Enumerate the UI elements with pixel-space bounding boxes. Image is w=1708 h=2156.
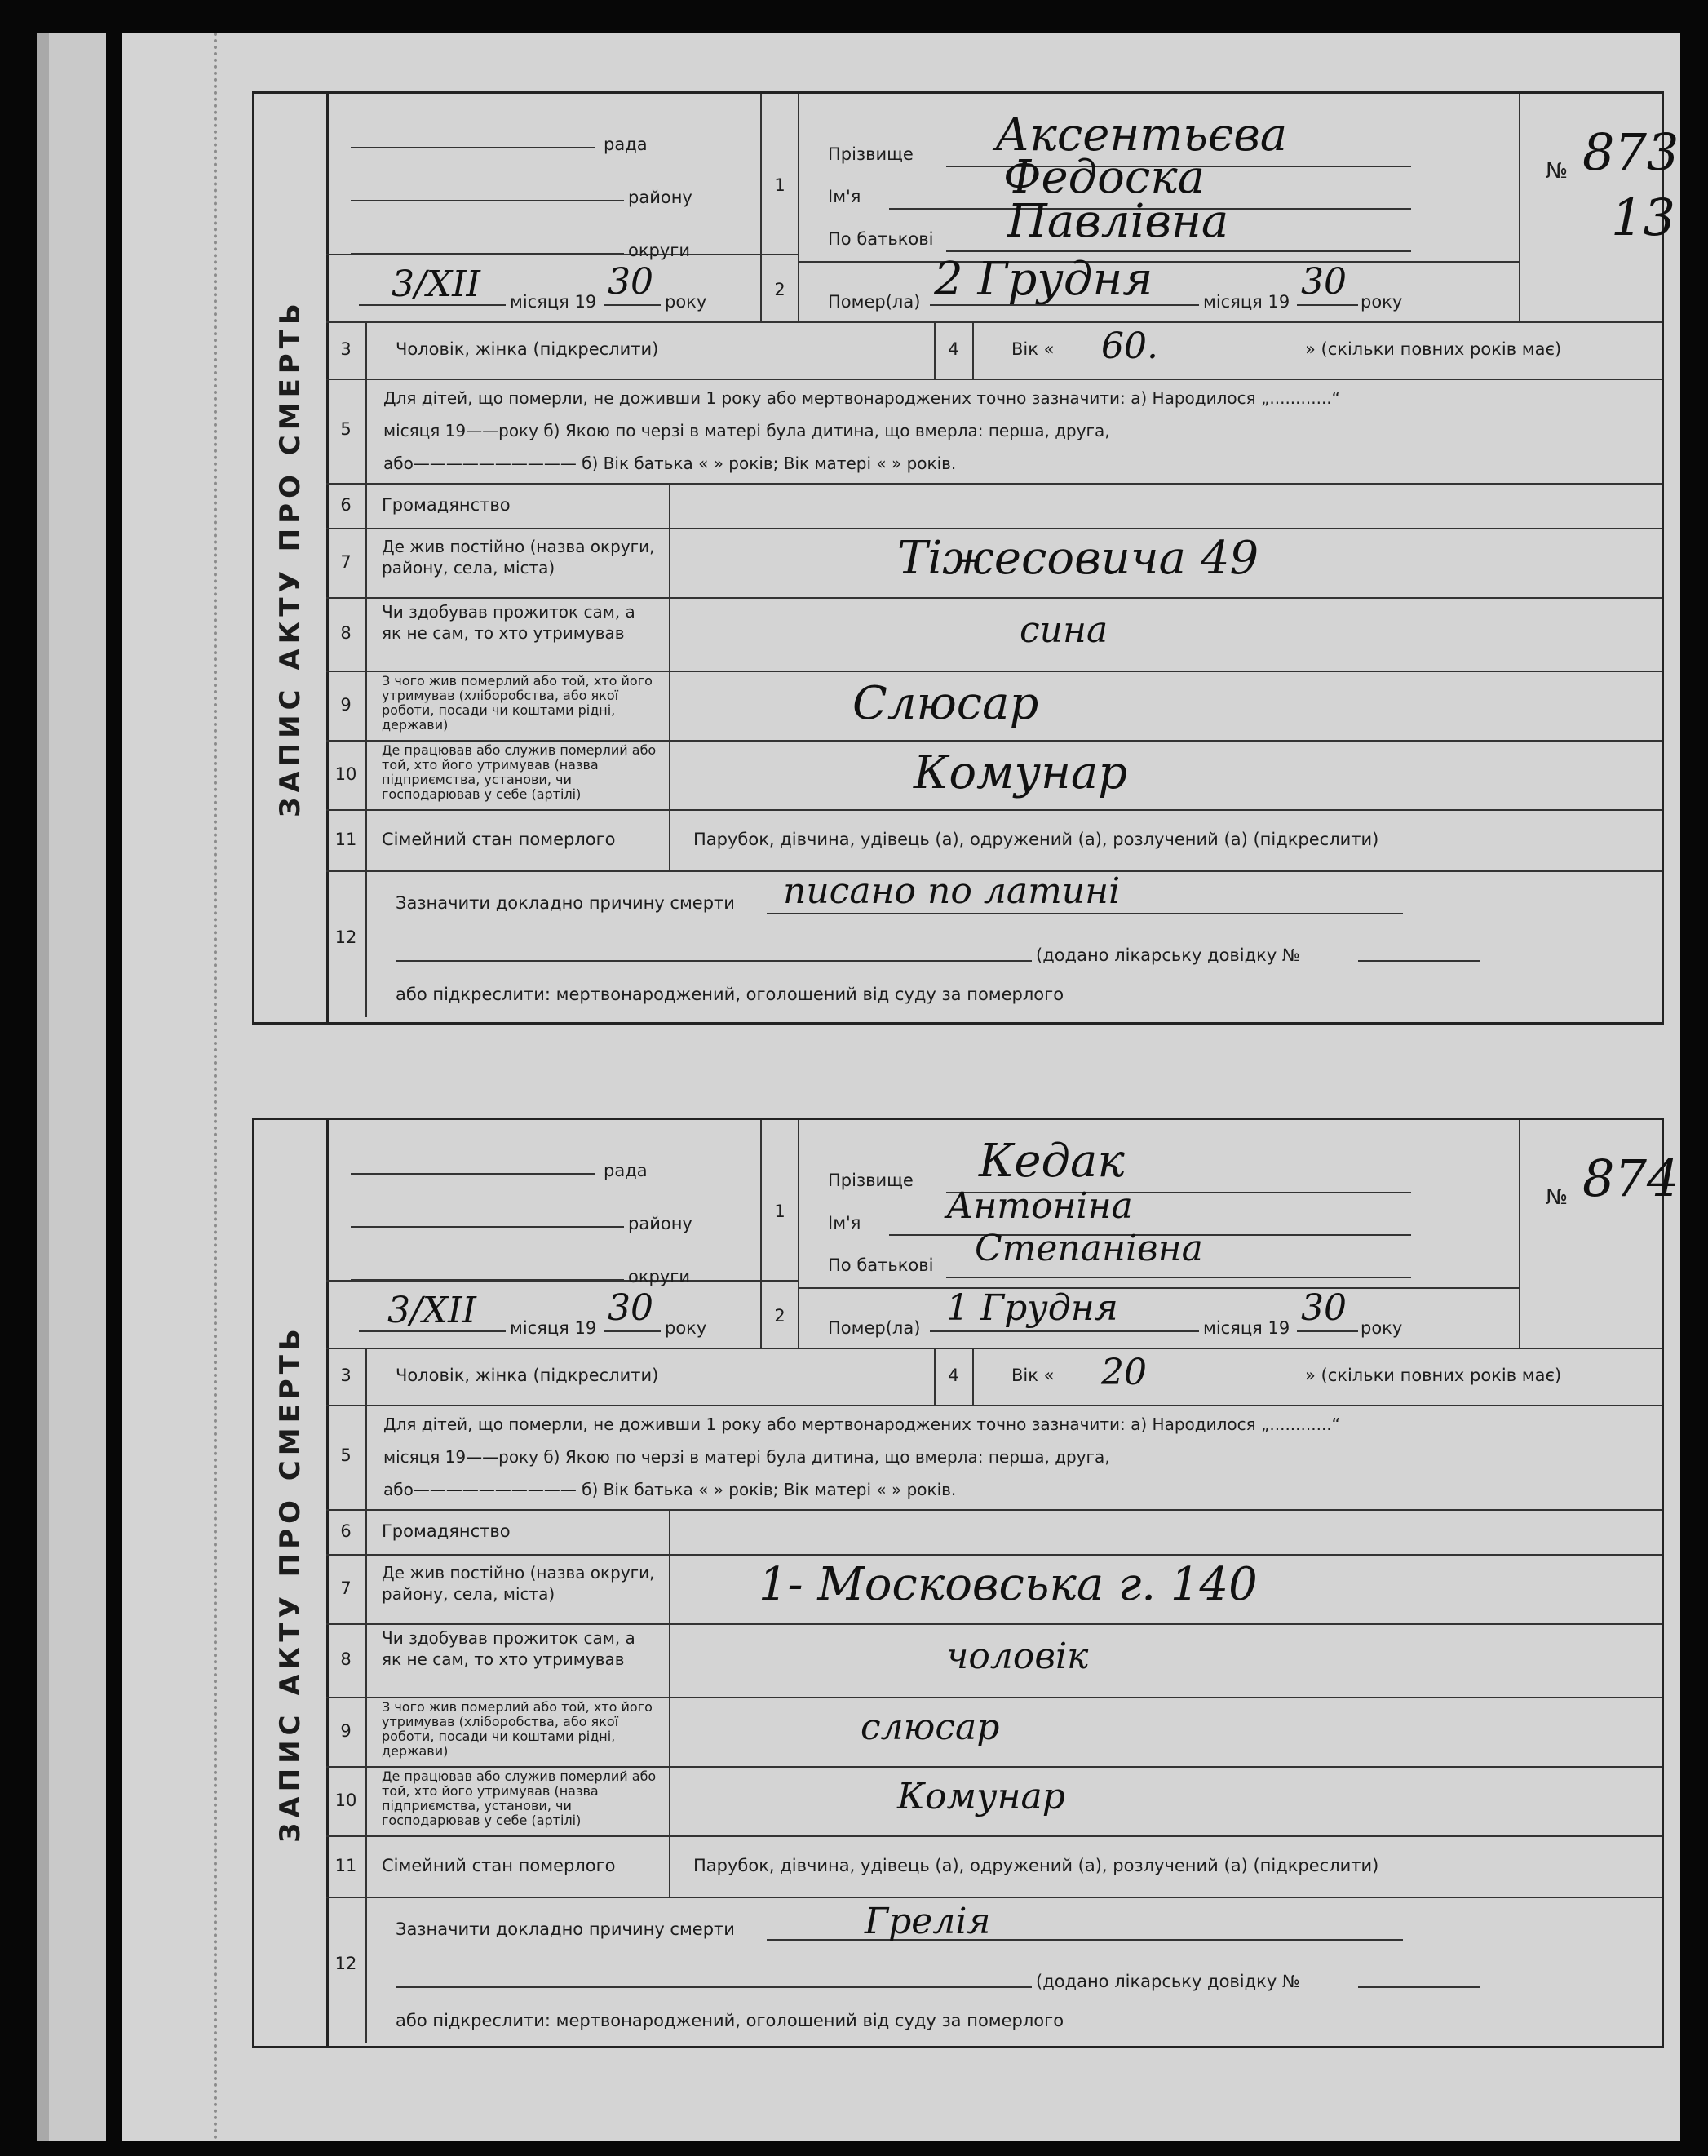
registration-date: 3/XII xyxy=(392,263,480,305)
row-workplace: 10 Де працював або служив померлий або той, хто його утримував (назва підприємства, установи, чи господарював у себе (артілі) Комунар xyxy=(326,1766,1662,1837)
support-value: чоловік xyxy=(946,1636,1089,1677)
row-marital: 11 Сімейний стан померлого Парубок, дівчина, удівець (а), одружений (а), розлучений (а) (підкреслити) xyxy=(326,1835,1662,1898)
name-label: Ім'я xyxy=(828,1213,861,1233)
died-label: Помер(ла) xyxy=(828,1318,921,1338)
death-year-value: 30 xyxy=(1301,1287,1347,1329)
row-occupation: 9 З чого жив померлий або той, хто його утримував (хліборобства, або якої роботи, посади чи коштами рідні, держави) слюсар xyxy=(326,1697,1662,1768)
age-label: Вік « xyxy=(1011,1366,1055,1385)
form-side-title xyxy=(254,1120,329,2046)
row-sex-age: 3 Чоловік, жінка (підкреслити) 4 Вік « 60. » (скільки повних років має) xyxy=(326,321,1662,380)
surname-label: Прізвище xyxy=(828,144,914,164)
infant-line-3: або—————————— б) Вік батька « » років; Вік матері « » років. xyxy=(383,1480,957,1499)
surname-value: Аксентьєва xyxy=(995,108,1288,162)
name-label: Ім'я xyxy=(828,187,861,206)
infant-line-2: місяця 19——року б) Якою по черзі в матері була дитина, що вмерла: перша, друга, xyxy=(383,1447,1110,1467)
registration-year: 30 xyxy=(608,1287,653,1329)
marital-options: Парубок, дівчина, удівець (а), одружений (а), розлучений (а) (підкреслити) xyxy=(693,1856,1379,1875)
registration-number: 874 xyxy=(1582,1149,1679,1208)
registration-extra: 13 xyxy=(1611,188,1675,247)
surname-label: Прізвище xyxy=(828,1171,914,1190)
infant-line-3: або—————————— б) Вік батька « » років; Вік матері « » років. xyxy=(383,454,957,473)
occupation-value: Слюсар xyxy=(852,677,1039,730)
row-residence: 7 Де жив постійно (назва округи, району, села, міста) Тіжесовича 49 xyxy=(326,528,1662,599)
row-marital: 11 Сімейний стан померлого Парубок, дівчина, удівець (а), одружений (а), розлучений (а) (підкреслити) xyxy=(326,809,1662,872)
workplace-value: Комунар xyxy=(914,746,1128,799)
registration-number: 873 xyxy=(1582,122,1679,182)
infant-line-1: Для дітей, що померли, не доживши 1 року або мертвонароджених точно зазначити: а) Народилося „............“ xyxy=(383,388,1341,408)
citizenship-label: Громадянство xyxy=(382,1521,511,1541)
year-label-b: року xyxy=(1361,1318,1403,1338)
year-label-b: року xyxy=(1361,292,1403,312)
row-citizenship: 6 Громадянство xyxy=(326,1509,1662,1556)
council-label: рада xyxy=(604,135,648,154)
surname-value: Кедак xyxy=(979,1135,1125,1188)
registration-year: 30 xyxy=(608,261,653,303)
age-value: 60. xyxy=(1101,325,1158,367)
residence-value: Тіжесовича 49 xyxy=(897,532,1259,585)
age-value: 20 xyxy=(1101,1352,1147,1393)
citizenship-label: Громадянство xyxy=(382,495,511,515)
patronymic-label: По батькові xyxy=(828,229,934,249)
certificate-label: (додано лікарську довідку № xyxy=(1036,1972,1300,1991)
row-cause: 12 Зазначити докладно причину смерти Грелія (додано лікарську довідку № або підкреслити: мертвонароджений, оголошений від суду за померлого xyxy=(326,1897,1662,2043)
support-label: Чи здобував прожиток сам, а як не сам, то хто утримував xyxy=(382,602,635,643)
patronymic-value: Павлівна xyxy=(1007,195,1229,248)
cause-label: Зазначити докладно причину смерти xyxy=(396,893,735,913)
binding-strip xyxy=(49,33,106,2141)
workplace-label: Де працював або служив померлий або той, хто його утримував (назва підприємства, установи, чи господарював у себе (артілі) xyxy=(382,1769,657,1828)
registration-date: 3/XII xyxy=(387,1290,476,1331)
residence-label: Де жив постійно (назва округи, району, села, міста) xyxy=(382,1563,655,1604)
month-label: місяця 19 xyxy=(510,292,597,312)
death-date-value: 2 Грудня xyxy=(934,253,1153,306)
death-record-form-1 xyxy=(252,91,1679,1025)
residence-label: Де жив постійно (назва округи, району, села, міста) xyxy=(382,537,655,578)
row-occupation: 9 З чого жив померлий або той, хто його утримував (хліборобства, або якої роботи, посади чи коштами рідні, держави) Слюсар xyxy=(326,671,1662,742)
workplace-value: Комунар xyxy=(897,1776,1065,1817)
district-label: району xyxy=(628,188,692,207)
infant-line-2: місяця 19——року б) Якою по черзі в матері була дитина, що вмерла: перша, друга, xyxy=(383,421,1110,440)
header-block: рада району округи 1 2 Прізвище Аксентьєва Ім'я Федоска По батькові Павлівна № 873 13 3/XII місяця 19 30 року Помер(ла) 2 Грудня місяця 19 30 року xyxy=(326,94,1662,323)
certificate-label: (додано лікарську довідку № xyxy=(1036,945,1300,965)
row-cause: 12 Зазначити докладно причину смерти писано по латині (додано лікарську довідку № або підкреслити: мертвонароджений, оголошений від суду за померлого xyxy=(326,870,1662,1017)
row-infant: 5 Для дітей, що померли, не доживши 1 року або мертвонароджених точно зазначити: а) Народилося „............“ місяця 19——року б) Якою по черзі в матері була дитина, що вмерла: перша, друга, або—————————— б) Вік батька « » років; Вік матері « » років. xyxy=(326,1405,1662,1511)
cause-value: писано по латині xyxy=(783,870,1121,912)
died-label: Помер(ла) xyxy=(828,292,921,312)
row-residence: 7 Де жив постійно (назва округи, району, села, міста) 1- Московська г. 140 xyxy=(326,1554,1662,1625)
number-sign: № xyxy=(1546,159,1569,184)
district-label: району xyxy=(628,1214,692,1233)
death-record-form-2 xyxy=(252,1118,1679,2048)
form-side-title xyxy=(254,94,329,1022)
perforation-line xyxy=(214,33,220,2141)
okruha-label: округи xyxy=(628,1267,690,1286)
death-year-value: 30 xyxy=(1301,261,1347,303)
patronymic-value: Степанівна xyxy=(975,1228,1203,1269)
month-label-b: місяця 19 xyxy=(1203,1318,1290,1338)
name-value: Федоска xyxy=(1003,151,1206,204)
row-sex-age: 3 Чоловік, жінка (підкреслити) 4 Вік « 20 » (скільки повних років має) xyxy=(326,1348,1662,1406)
cause-label: Зазначити докладно причину смерти xyxy=(396,1919,735,1939)
year-label: року xyxy=(665,292,707,312)
support-label: Чи здобував прожиток сам, а як не сам, то хто утримував xyxy=(382,1628,635,1669)
stillborn-label: або підкреслити: мертвонароджений, оголошений від суду за померлого xyxy=(396,985,1064,1004)
name-value: Антоніна xyxy=(946,1185,1133,1227)
residence-value: 1- Московська г. 140 xyxy=(759,1558,1258,1611)
death-date-value: 1 Грудня xyxy=(946,1287,1118,1329)
side-title-text: ЗАПИС АКТУ ПРО СМЕРТЬ xyxy=(274,299,307,817)
marital-options: Парубок, дівчина, удівець (а), одружений (а), розлучений (а) (підкреслити) xyxy=(693,830,1379,849)
occupation-label: З чого жив померлий або той, хто його утримував (хліборобства, або якої роботи, посади чи коштами рідні, держави) xyxy=(382,1699,653,1759)
occupation-label: З чого жив померлий або той, хто його утримував (хліборобства, або якої роботи, посади чи коштами рідні, держави) xyxy=(382,673,653,733)
patronymic-label: По батькові xyxy=(828,1255,934,1275)
sex-label: Чоловік, жінка (підкреслити) xyxy=(396,1366,659,1385)
binding-edge xyxy=(37,33,50,2141)
side-title-text: ЗАПИС АКТУ ПРО СМЕРТЬ xyxy=(274,1323,307,1843)
workplace-label: Де працював або служив померлий або той, хто його утримував (назва підприємства, установи, чи господарював у себе (артілі) xyxy=(382,742,657,802)
stillborn-label: або підкреслити: мертвонароджений, оголошений від суду за померлого xyxy=(396,2011,1064,2030)
marital-label: Сімейний стан померлого xyxy=(382,1856,616,1875)
row-workplace: 10 Де працював або служив померлий або той, хто його утримував (назва підприємства, установи, чи господарював у себе (артілі) Комунар xyxy=(326,740,1662,811)
number-sign: № xyxy=(1546,1185,1569,1210)
month-label: місяця 19 xyxy=(510,1318,597,1338)
council-label: рада xyxy=(604,1161,648,1180)
row-infant: 5 Для дітей, що померли, не доживши 1 року або мертвонароджених точно зазначити: а) Народилося „............“ місяця 19——року б) Якою по черзі в матері була дитина, що вмерла: перша, друга, або—————————— б) Вік батька « » років; Вік матері « » років. xyxy=(326,379,1662,485)
row-support: 8 Чи здобував прожиток сам, а як не сам, то хто утримував сина xyxy=(326,597,1662,672)
infant-line-1: Для дітей, що померли, не доживши 1 року або мертвонароджених точно зазначити: а) Народилося „............“ xyxy=(383,1414,1341,1434)
age-label-end: » (скільки повних років має) xyxy=(1305,339,1562,359)
sex-label: Чоловік, жінка (підкреслити) xyxy=(396,339,659,359)
age-label: Вік « xyxy=(1011,339,1055,359)
row-support: 8 Чи здобував прожиток сам, а як не сам, то хто утримував чоловік xyxy=(326,1623,1662,1698)
okruha-label: округи xyxy=(628,241,690,260)
occupation-value: слюсар xyxy=(861,1707,1000,1748)
header-block: рада району округи 1 2 Прізвище Кедак Ім'я Антоніна По батькові Степанівна № 874 3/XII місяця 19 30 року Помер(ла) 1 Грудня місяця 19 30 року xyxy=(326,1120,1662,1349)
cause-value: Грелія xyxy=(865,1901,991,1942)
age-label-end: » (скільки повних років має) xyxy=(1305,1366,1562,1385)
month-label-b: місяця 19 xyxy=(1203,292,1290,312)
row-citizenship: 6 Громадянство xyxy=(326,483,1662,529)
year-label: року xyxy=(665,1318,707,1338)
support-value: сина xyxy=(1020,609,1108,651)
marital-label: Сімейний стан померлого xyxy=(382,830,616,849)
